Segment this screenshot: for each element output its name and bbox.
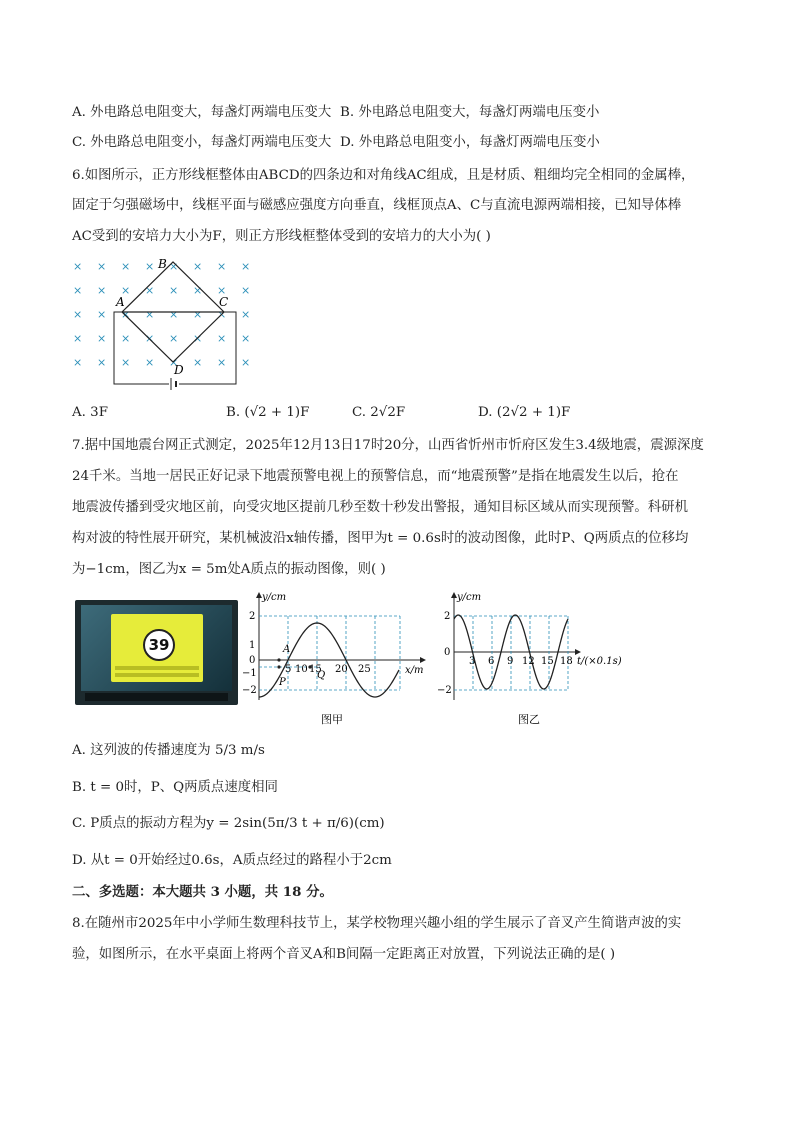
graph-jia-point-q: Q <box>317 670 326 681</box>
graph-jia-point-p: P <box>279 677 286 688</box>
field-cross-mark: × <box>241 356 251 369</box>
q7-option-c: C. P质点的振动方程为y = 2sin(5π/3 t + π/6)(cm) <box>72 816 385 831</box>
q5-option-d: D. 外电路总电阻变小，每盏灯两端电压变小 <box>340 135 600 150</box>
q5-option-b: B. 外电路总电阻变大，每盏灯两端电压变小 <box>340 105 600 120</box>
q5-option-c: C. 外电路总电阻变小，每盏灯两端电压变大 <box>72 135 332 150</box>
q7-stem-line4: 构对波的特性展开研究，某机械波沿x轴传播，图甲为t = 0.6s时的波动图像，此时P、Q两质点的位移均 <box>72 531 689 546</box>
q7-option-b: B. t = 0时，P、Q两质点速度相同 <box>72 780 278 795</box>
field-cross-mark: × <box>193 332 203 345</box>
q5-option-a: A. 外电路总电阻变大，每盏灯两端电压变大 <box>72 105 332 120</box>
vertex-label-d: D <box>174 363 184 377</box>
graph-jia-caption: 图甲 <box>321 713 343 726</box>
field-cross-mark: × <box>97 308 107 321</box>
graph-jia-ytick-neg2: −2 <box>242 685 257 696</box>
graph-jia-xtick-5: 5 <box>285 664 292 675</box>
field-cross-mark: × <box>241 284 251 297</box>
q6-option-a: A. 3F <box>72 405 108 420</box>
field-cross-mark: × <box>241 260 251 273</box>
graph-jia-ytick-1: 1 <box>249 640 256 651</box>
field-cross-mark: × <box>121 332 131 345</box>
q8-stem-line2: 验，如图所示，在水平桌面上将两个音叉A和B间隔一定距离正对放置，下列说法正确的是( ) <box>72 947 616 962</box>
q6-magnetic-field-figure <box>66 254 256 394</box>
graph-yi-ytick-2: 2 <box>444 611 451 622</box>
graph-jia-ylabel: y/cm <box>262 592 287 603</box>
q6-option-d: D. (2√2 + 1)F <box>478 405 571 420</box>
field-cross-mark: × <box>169 260 179 273</box>
graph-yi-xtick-9: 9 <box>507 656 514 667</box>
field-cross-mark: × <box>169 284 179 297</box>
field-cross-mark: × <box>169 332 179 345</box>
wave-graph-jia <box>242 588 430 728</box>
magnetic-field-crosses <box>73 260 250 369</box>
graph-yi-xtick-15: 15 <box>541 656 554 667</box>
field-cross-mark: × <box>193 308 203 321</box>
field-cross-mark: × <box>217 332 227 345</box>
earthquake-warning-tv-photo <box>75 600 238 705</box>
field-cross-mark: × <box>145 308 155 321</box>
q6-stem-line1: 6.如图所示，正方形线框整体由ABCD的四条边和对角线AC组成，且是材质、粗细均完全相同的金属棒， <box>72 168 695 183</box>
graph-jia-xtick-20: 20 <box>335 664 348 675</box>
graph-jia-point-a: A <box>283 644 291 655</box>
field-cross-mark: × <box>73 356 83 369</box>
graph-yi-ytick-0: 0 <box>444 647 451 658</box>
field-cross-mark: × <box>121 356 131 369</box>
field-cross-mark: × <box>73 308 83 321</box>
graph-yi-xtick-12: 12 <box>522 656 535 667</box>
graph-jia-xtick-10: 10 <box>295 664 308 675</box>
field-cross-mark: × <box>73 260 83 273</box>
q6-option-b: B. (√2 + 1)F <box>226 405 310 420</box>
field-cross-mark: × <box>121 308 131 321</box>
warning-countdown-number: 39 <box>143 629 175 661</box>
vibration-graph-yi <box>437 588 630 728</box>
field-cross-mark: × <box>241 308 251 321</box>
field-cross-mark: × <box>193 356 203 369</box>
section-heading-multiple-choice: 二、多选题：本大题共 3 小题，共 18 分。 <box>72 884 333 900</box>
graph-jia-xtick-15: 15 <box>309 664 322 675</box>
field-cross-mark: × <box>97 260 107 273</box>
q7-stem-line2: 24千米。当地一居民正好记录下地震预警电视上的预警信息，而“地震预警”是指在地震发生以后，抢在 <box>72 469 679 484</box>
q7-option-d: D. 从t = 0开始经过0.6s，A质点经过的路程小于2cm <box>72 853 392 868</box>
field-cross-mark: × <box>145 284 155 297</box>
field-cross-mark: × <box>97 284 107 297</box>
field-cross-mark: × <box>217 260 227 273</box>
field-cross-mark: × <box>193 260 203 273</box>
graph-yi-xtick-3: 3 <box>469 656 476 667</box>
graph-yi-ylabel: y/cm <box>457 592 482 603</box>
graph-yi-xlabel: t/(×0.1s) <box>577 656 622 667</box>
q7-stem-line3: 地震波传播到受灾地区前，向受灾地区提前几秒至数十秒发出警报，通知目标区域从而实现预警。科研机 <box>72 500 688 515</box>
q7-stem-line1: 7.据中国地震台网正式测定，2025年12月13日17时20分，山西省忻州市忻府区发生3.4级地震，震源深度 <box>72 438 704 453</box>
graph-jia-xtick-25: 25 <box>358 664 371 675</box>
field-cross-mark: × <box>169 308 179 321</box>
graph-yi-xtick-18: 18 <box>560 656 573 667</box>
q6-stem-line3: AC受到的安培力大小为F，则正方形线框整体受到的安培力的大小为( ) <box>72 229 491 244</box>
field-cross-mark: × <box>217 356 227 369</box>
field-cross-mark: × <box>121 284 131 297</box>
vertex-label-c: C <box>219 295 229 309</box>
q7-stem-line5: 为−1cm，图乙为x = 5m处A质点的振动图像，则( ) <box>72 562 386 577</box>
field-cross-mark: × <box>241 332 251 345</box>
graph-yi-caption: 图乙 <box>518 713 540 726</box>
q7-option-a: A. 这列波的传播速度为 5/3 m/s <box>72 743 265 758</box>
field-cross-mark: × <box>217 284 227 297</box>
graph-jia-ytick-neg1: −1 <box>242 668 257 679</box>
field-cross-mark: × <box>145 356 155 369</box>
vertex-label-b: B <box>158 257 167 271</box>
graph-jia-ytick-0: 0 <box>249 655 256 666</box>
field-cross-mark: × <box>145 332 155 345</box>
field-cross-mark: × <box>73 332 83 345</box>
field-cross-mark: × <box>97 332 107 345</box>
field-cross-mark: × <box>73 284 83 297</box>
vertex-label-a: A <box>116 295 125 309</box>
graph-yi-ytick-neg2: −2 <box>437 685 452 696</box>
graph-yi-xtick-6: 6 <box>488 656 495 667</box>
field-cross-mark: × <box>121 260 131 273</box>
field-cross-mark: × <box>97 356 107 369</box>
field-cross-mark: × <box>193 284 203 297</box>
q6-stem-line2: 固定于匀强磁场中，线框平面与磁感应强度方向垂直，线框顶点A、C与直流电源两端相接，已知导体棒 <box>72 198 682 213</box>
graph-jia-xlabel: x/m <box>405 665 424 676</box>
graph-jia-ytick-2: 2 <box>249 611 256 622</box>
field-cross-mark: × <box>169 356 179 369</box>
field-cross-mark: × <box>217 308 227 321</box>
field-cross-mark: × <box>145 260 155 273</box>
q8-stem-line1: 8.在随州市2025年中小学师生数理科技节上，某学校物理兴趣小组的学生展示了音叉产生简谐声波的实 <box>72 916 682 931</box>
q6-option-c: C. 2√2F <box>352 405 406 420</box>
